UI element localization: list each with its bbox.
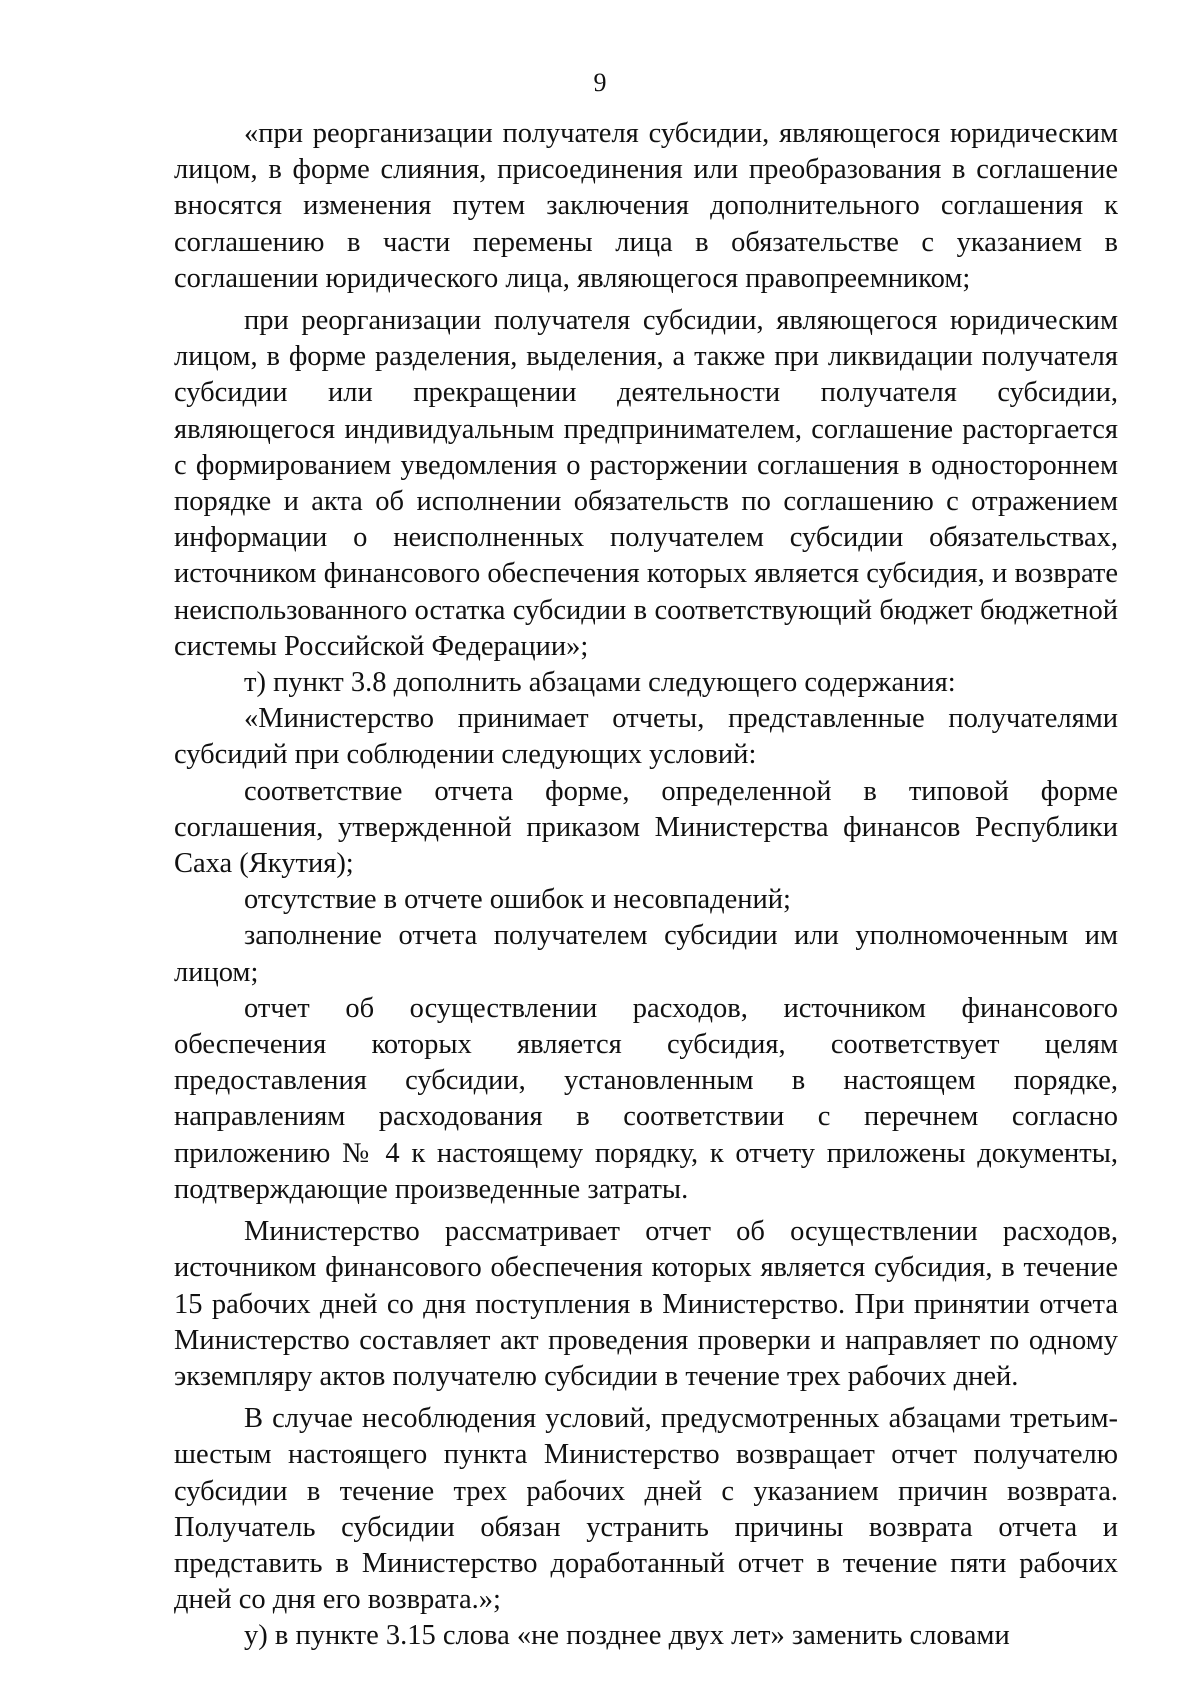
paragraph-return-report: В случае несоблюдения условий, предусмотренных абзацами третьим-шестым настоящего пункта Министерство возвращает отчет получателю субсидии в течение трех рабочих дней с указанием причин возврата. Получатель субсидии обязан устранить причины возврата отчета и представить в Министерство доработанный отчет в течение пяти рабочих дней со дня его возврата.»; (174, 1403, 1118, 1616)
paragraph-condition-no-errors: отсутствие в отчете ошибок и несовпадений; (244, 884, 791, 916)
paragraph-item-u: у) в пункте 3.15 слова «не позднее двух лет» заменить словами (244, 1620, 1010, 1652)
paragraph-reorganization-merger: «при реорганизации получателя субсидии, являющегося юридическим лицом, в форме слияния, присоединения или преобразования в соглашение вносятся изменения путем заключения дополнительного соглашения к соглашению в части перемены лица в обязательстве с указанием в соглашении юридического лица, являющегося правопреемником; (174, 118, 1118, 294)
page-number: 9 (593, 68, 607, 97)
paragraph-item-t: т) пункт 3.8 дополнить абзацами следующего содержания: (244, 667, 956, 699)
paragraph-condition-filled-by: заполнение отчета получателем субсидии или уполномоченным им лицом; (174, 920, 1118, 988)
paragraph-ministry-accepts-reports: «Министерство принимает отчеты, представленные получателями субсидий при соблюдении следующих условий: (174, 703, 1118, 771)
document-body (174, 116, 1118, 1655)
paragraph-reorganization-division: при реорганизации получателя субсидии, являющегося юридическим лицом, в форме разделения, выделения, а также при ликвидации получателя субсидии или прекращении деятельности получателя субсидии, являющегося индивидуальным предпринимателем, соглашение расторгается с формированием уведомления о расторжении соглашения в одностороннем порядке и акта об исполнении обязательств по соглашению с отражением информации о неисполненных получателем субсидии обязательствах, источником финансового обеспечения которых является субсидия, и возврате неиспользованного остатка субсидии в соответствующий бюджет бюджетной системы Российской Федерации»; (174, 305, 1118, 662)
paragraph-condition-expenses: отчет об осуществлении расходов, источником финансового обеспечения которых является субсидия, соответствует целям предоставления субсидии, установленным в настоящем порядке, направлениям расходования в соответствии с перечнем согласно приложению № 4 к настоящему порядку, к отчету приложены документы, подтверждающие произведенные затраты. (174, 992, 1118, 1205)
paragraph-condition-form: соответствие отчета форме, определенной в типовой форме соглашения, утвержденной приказом Министерства финансов Республики Саха (Якутия); (174, 775, 1118, 880)
paragraph-ministry-reviews: Министерство рассматривает отчет об осуществлении расходов, источником финансового обеспечения которых является субсидия, в течение 15 рабочих дней со дня поступления в Министерство. При принятии отчета Министерство составляет акт проведения проверки и направляет по одному экземпляру актов получателю субсидии в течение трех рабочих дней. (174, 1216, 1118, 1392)
